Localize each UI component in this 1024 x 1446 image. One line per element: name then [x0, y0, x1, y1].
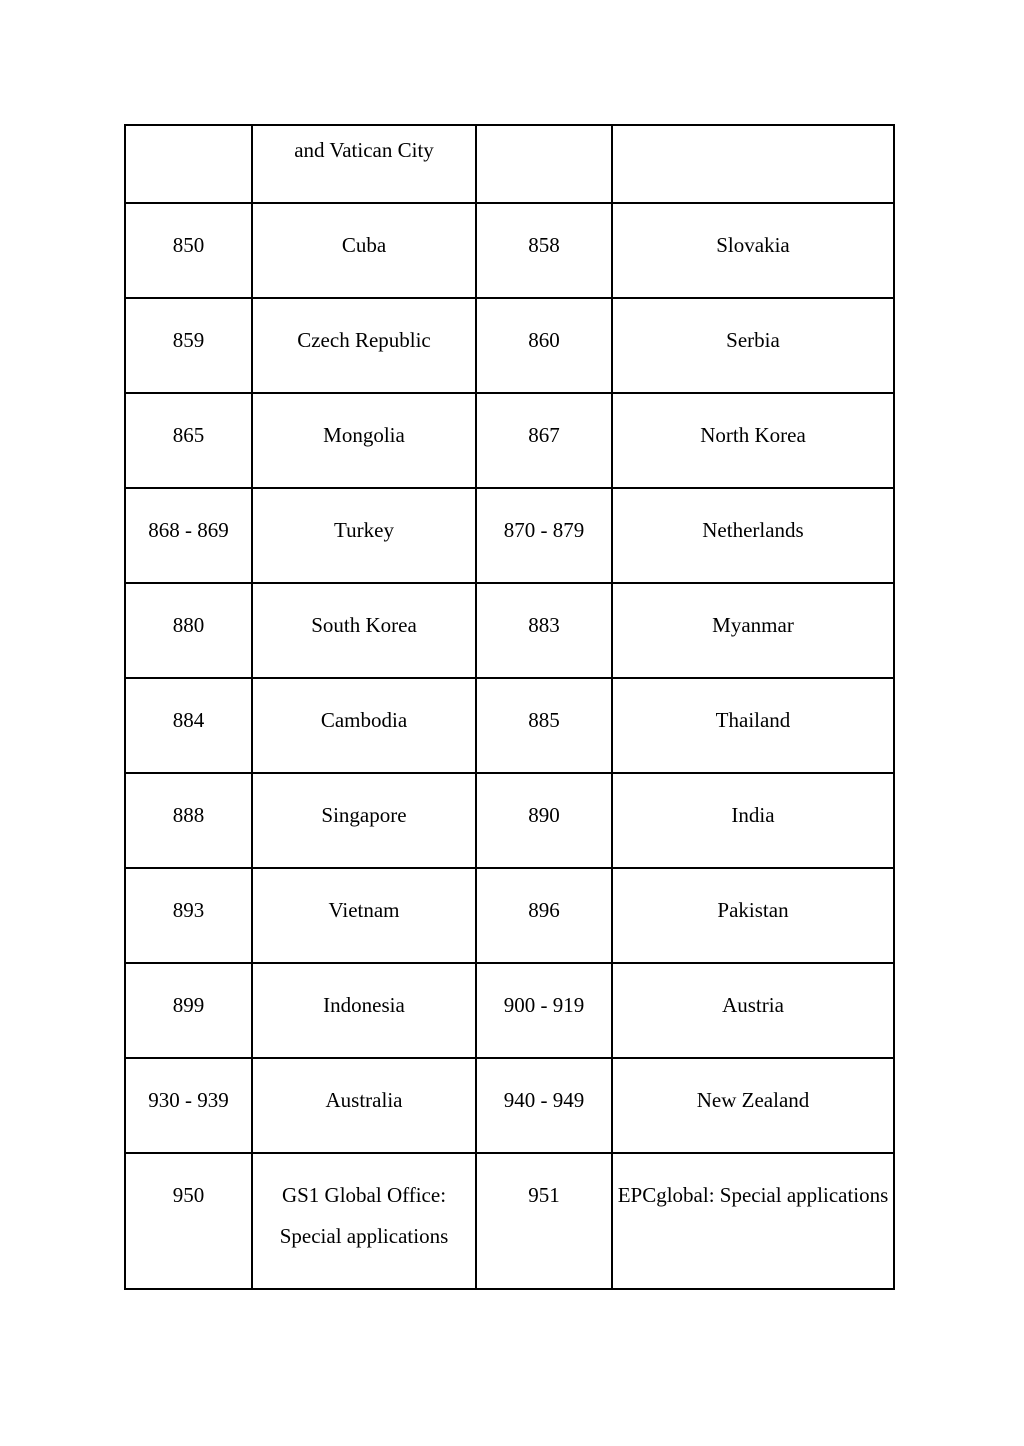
table-row [125, 298, 894, 393]
table-row [125, 963, 894, 1058]
prefix-cell: 896 [476, 868, 612, 963]
country-cell: and Vatican City [252, 125, 476, 203]
country-cell: Slovakia [612, 203, 894, 298]
country-cell: Thailand [612, 678, 894, 773]
prefix-cell: 899 [125, 963, 252, 1058]
prefix-cell: 890 [476, 773, 612, 868]
country-cell: Australia [252, 1058, 476, 1153]
country-cell: Mongolia [252, 393, 476, 488]
prefix-cell: 883 [476, 583, 612, 678]
prefix-cell: 859 [125, 298, 252, 393]
table-row [125, 488, 894, 583]
country-cell: Netherlands [612, 488, 894, 583]
prefix-cell: 880 [125, 583, 252, 678]
prefix-cell: 867 [476, 393, 612, 488]
prefix-cell: 884 [125, 678, 252, 773]
country-cell: Czech Republic [252, 298, 476, 393]
prefix-cell: 940 - 949 [476, 1058, 612, 1153]
country-cell: GS1 Global Office: Special applications [252, 1153, 476, 1289]
prefix-cell: 885 [476, 678, 612, 773]
prefix-cell: 900 - 919 [476, 963, 612, 1058]
country-cell: Pakistan [612, 868, 894, 963]
country-cell: Austria [612, 963, 894, 1058]
prefix-cell: 868 - 869 [125, 488, 252, 583]
country-cell: EPCglobal: Special applications [612, 1153, 894, 1289]
table-row [125, 773, 894, 868]
country-cell: South Korea [252, 583, 476, 678]
prefix-cell: 888 [125, 773, 252, 868]
table-row [125, 583, 894, 678]
country-cell: Singapore [252, 773, 476, 868]
prefix-cell: 950 [125, 1153, 252, 1289]
country-cell: Indonesia [252, 963, 476, 1058]
country-cell: Serbia [612, 298, 894, 393]
prefix-cell [476, 125, 612, 203]
table-row [125, 1153, 894, 1289]
prefix-cell [125, 125, 252, 203]
country-cell: Vietnam [252, 868, 476, 963]
country-cell: India [612, 773, 894, 868]
table-row [125, 868, 894, 963]
table-row [125, 678, 894, 773]
country-code-table [124, 124, 895, 1290]
country-cell: Myanmar [612, 583, 894, 678]
country-cell [612, 125, 894, 203]
prefix-cell: 858 [476, 203, 612, 298]
country-cell: Cambodia [252, 678, 476, 773]
prefix-cell: 870 - 879 [476, 488, 612, 583]
prefix-cell: 951 [476, 1153, 612, 1289]
prefix-cell: 930 - 939 [125, 1058, 252, 1153]
country-cell: North Korea [612, 393, 894, 488]
prefix-cell: 850 [125, 203, 252, 298]
table-row [125, 203, 894, 298]
country-cell: New Zealand [612, 1058, 894, 1153]
table-row [125, 1058, 894, 1153]
prefix-cell: 860 [476, 298, 612, 393]
country-cell: Cuba [252, 203, 476, 298]
table-row [125, 125, 894, 203]
country-cell: Turkey [252, 488, 476, 583]
table-row [125, 393, 894, 488]
prefix-cell: 893 [125, 868, 252, 963]
table-body [125, 125, 894, 1289]
prefix-cell: 865 [125, 393, 252, 488]
